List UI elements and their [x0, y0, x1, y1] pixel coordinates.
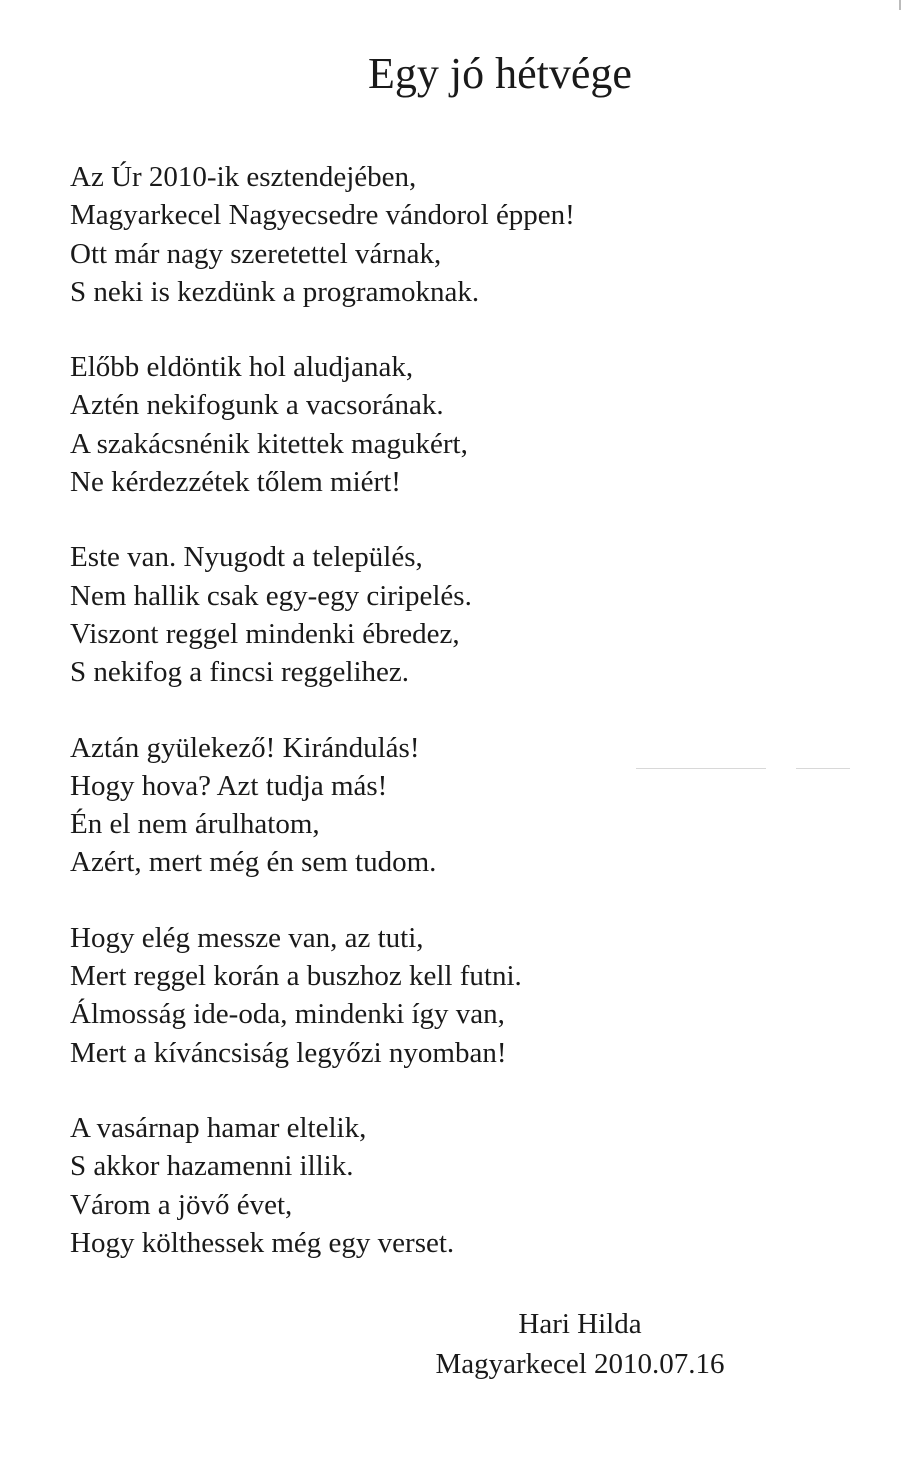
poem-line: Azért, mert még én sem tudom.	[70, 846, 437, 879]
poem-line: Hogy költhessek még egy verset.	[70, 1226, 455, 1259]
poem-line: Hogy hova? Azt tudja más!	[70, 769, 388, 802]
stanza-3	[70, 538, 850, 691]
poem-line: Várom a jövő évet,	[70, 1188, 293, 1221]
stanza-6	[70, 1109, 850, 1262]
poem-body	[70, 158, 850, 1299]
place-date: Magyarkecel 2010.07.16	[435, 1348, 725, 1380]
poem-line: S nekifog a fincsi reggelihez.	[70, 656, 410, 689]
stanza-5	[70, 919, 850, 1072]
stanza-2	[70, 348, 850, 501]
poem-line: Aztán gyülekező! Kirándulás!	[70, 731, 420, 764]
poem-line: Hogy elég messze van, az tuti,	[70, 921, 424, 954]
poem-line: Mert reggel korán a buszhoz kell futni.	[70, 960, 522, 993]
stanza-4	[70, 729, 850, 882]
poem-line: Előbb eldöntik hol aludjanak,	[70, 351, 414, 384]
poem-line: Aztén nekifogunk a vacsorának.	[70, 389, 444, 422]
poem-line: Ne kérdezzétek tőlem miért!	[70, 466, 401, 499]
author-name: Hari Hilda	[518, 1308, 642, 1340]
poem-line: Mert a kíváncsiság legyőzi nyomban!	[70, 1036, 507, 1069]
poem-line: A szakácsnénik kitettek magukért,	[70, 427, 468, 460]
poem-title: Egy jó hétvége	[368, 49, 632, 98]
poem-line: S neki is kezdünk a programoknak.	[70, 275, 480, 308]
stanza-1	[70, 158, 850, 311]
poem-line: Magyarkecel Nagyecsedre vándorol éppen!	[70, 199, 575, 232]
scan-corner-mark	[887, 0, 901, 10]
poem-line: Én el nem árulhatom,	[70, 808, 320, 841]
poem-line: Nem hallik csak egy-egy ciripelés.	[70, 579, 472, 612]
scan-artifact-line	[636, 768, 766, 769]
poem-line: A vasárnap hamar eltelik,	[70, 1111, 367, 1144]
signature-block	[410, 1304, 750, 1384]
poem-line: Álmosság ide-oda, mindenki így van,	[70, 998, 505, 1031]
scan-artifact-line	[796, 768, 850, 769]
poem-line: Este van. Nyugodt a település,	[70, 541, 423, 574]
poem-line: S akkor hazamenni illik.	[70, 1150, 354, 1183]
poem-line: Az Úr 2010-ik esztendejében,	[70, 161, 417, 193]
poem-line: Viszont reggel mindenki ébredez,	[70, 617, 460, 650]
poem-line: Ott már nagy szeretettel várnak,	[70, 237, 442, 270]
